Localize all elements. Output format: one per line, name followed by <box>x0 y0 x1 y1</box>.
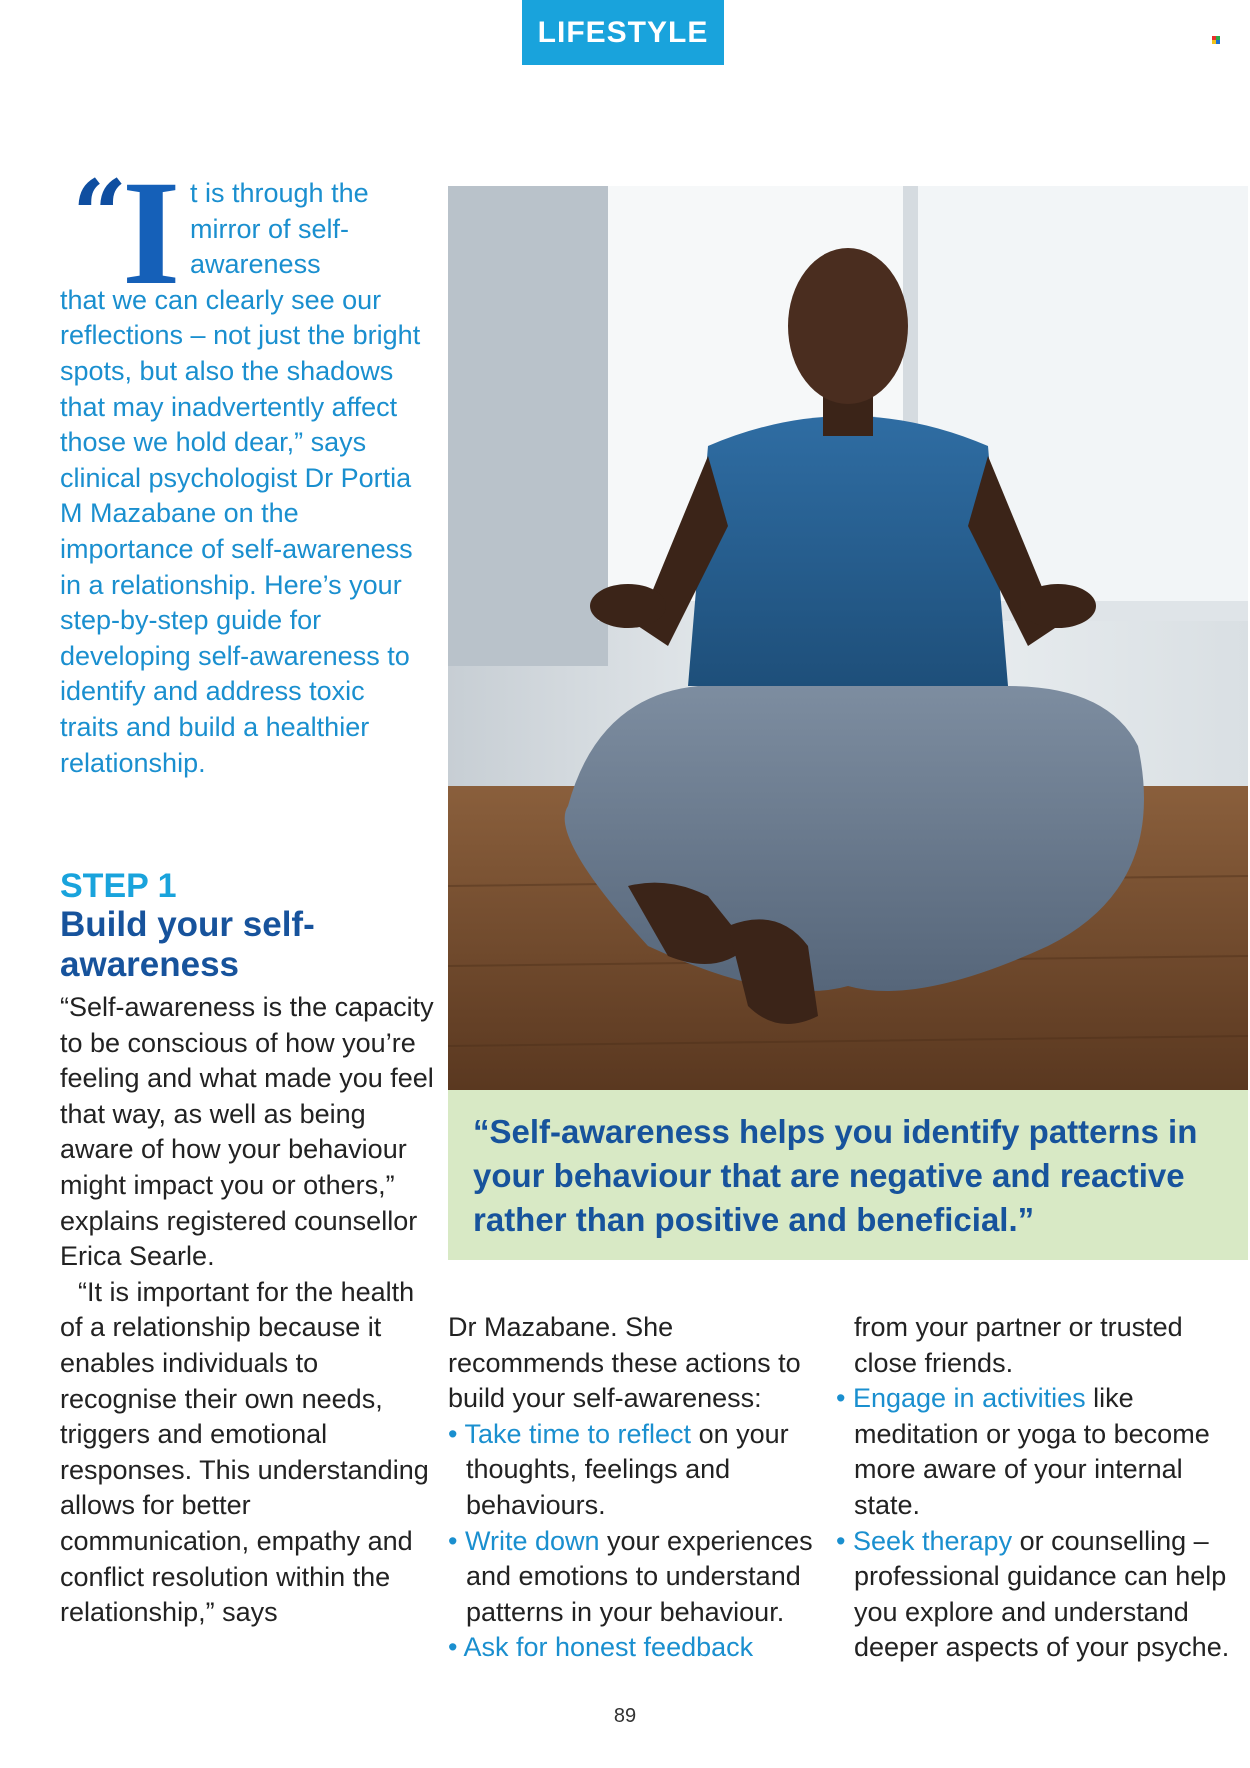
bullet-feedback <box>448 1630 828 1666</box>
bullet-therapy <box>836 1524 1236 1666</box>
step-number: STEP 1 <box>60 867 177 905</box>
meditation-photo <box>448 186 1248 1090</box>
bullet-activities <box>836 1381 1236 1523</box>
bullet-highlight: Write down <box>464 1525 600 1556</box>
bullet-dot: • <box>448 1525 465 1556</box>
bullet-highlight: Engage in activities <box>852 1383 1086 1414</box>
step-title: Build your self-awareness <box>60 905 315 984</box>
column-1 <box>60 990 440 1631</box>
column3-continuation: from your partner or trusted close friends. <box>854 1312 1183 1378</box>
bullet-highlight: Take time to reflect <box>464 1418 692 1449</box>
intro-rest: that we can clearly see our reflections – not just the bright spots, but also the shadows that may inadvertently affect those we hold dear,” says clinical psychologist Dr Portia M Mazabane on the importance of self-awareness in a relationship. Here’s your step-by-step guide for developing self-awareness to identify and address toxic traits and build a healthier relationship. <box>60 284 421 778</box>
column-3 <box>836 1310 1236 1666</box>
column-2 <box>448 1310 828 1666</box>
bullet-highlight: Seek therapy <box>852 1525 1013 1556</box>
pull-quote-box <box>448 1090 1248 1260</box>
intro-first-lines: t is through the mirror of self-awareness <box>190 178 369 280</box>
print-color-mark <box>1212 36 1220 44</box>
bullet-reflect <box>448 1417 828 1524</box>
bullet-text: your experiences and emotions to understand patterns in your behaviour. <box>466 1525 813 1627</box>
bullet-text: like meditation or yoga to become more aware of your internal state. <box>854 1383 1210 1520</box>
drop-cap-block <box>60 150 190 316</box>
bullet-dot: • <box>448 1418 465 1449</box>
column1-para1: “Self-awareness is the capacity to be conscious of how you’re feeling and what made you feel that way, as well as being aware of how your behaviour might impact you or others,” explains registered counsellor Erica Searle. <box>60 992 434 1272</box>
intro-paragraph <box>60 150 430 781</box>
bullet-dot: • <box>836 1383 853 1414</box>
bullet-dot: • <box>448 1632 464 1663</box>
bullet-text: or counselling – professional guidance can help you explore and understand deeper aspects of your psyche. <box>854 1525 1230 1663</box>
column1-para2: “It is important for the health of a relationship because it enables individuals to recognise their own needs, triggers and emotional responses. This understanding allows for better communication, empathy and conflict resolution within the relationship,” says <box>60 1276 429 1628</box>
section-tag: LIFESTYLE <box>522 0 724 65</box>
drop-quote-mark: “ <box>72 159 120 272</box>
bullet-dot: • <box>836 1525 853 1556</box>
bullet-highlight: Ask for honest feedback <box>463 1632 754 1663</box>
bullet-write-down <box>448 1524 828 1631</box>
pull-quote: “Self-awareness helps you identify patterns in your behaviour that are negative and reactive rather than positive and beneficial.” <box>473 1113 1198 1238</box>
bullet-text: on your thoughts, feelings and behaviours. <box>466 1418 789 1520</box>
page-number: 89 <box>613 1705 637 1727</box>
drop-cap: I <box>122 150 181 316</box>
column2-lead: Dr Mazabane. She recommends these actions to build your self-awareness: <box>448 1312 801 1414</box>
